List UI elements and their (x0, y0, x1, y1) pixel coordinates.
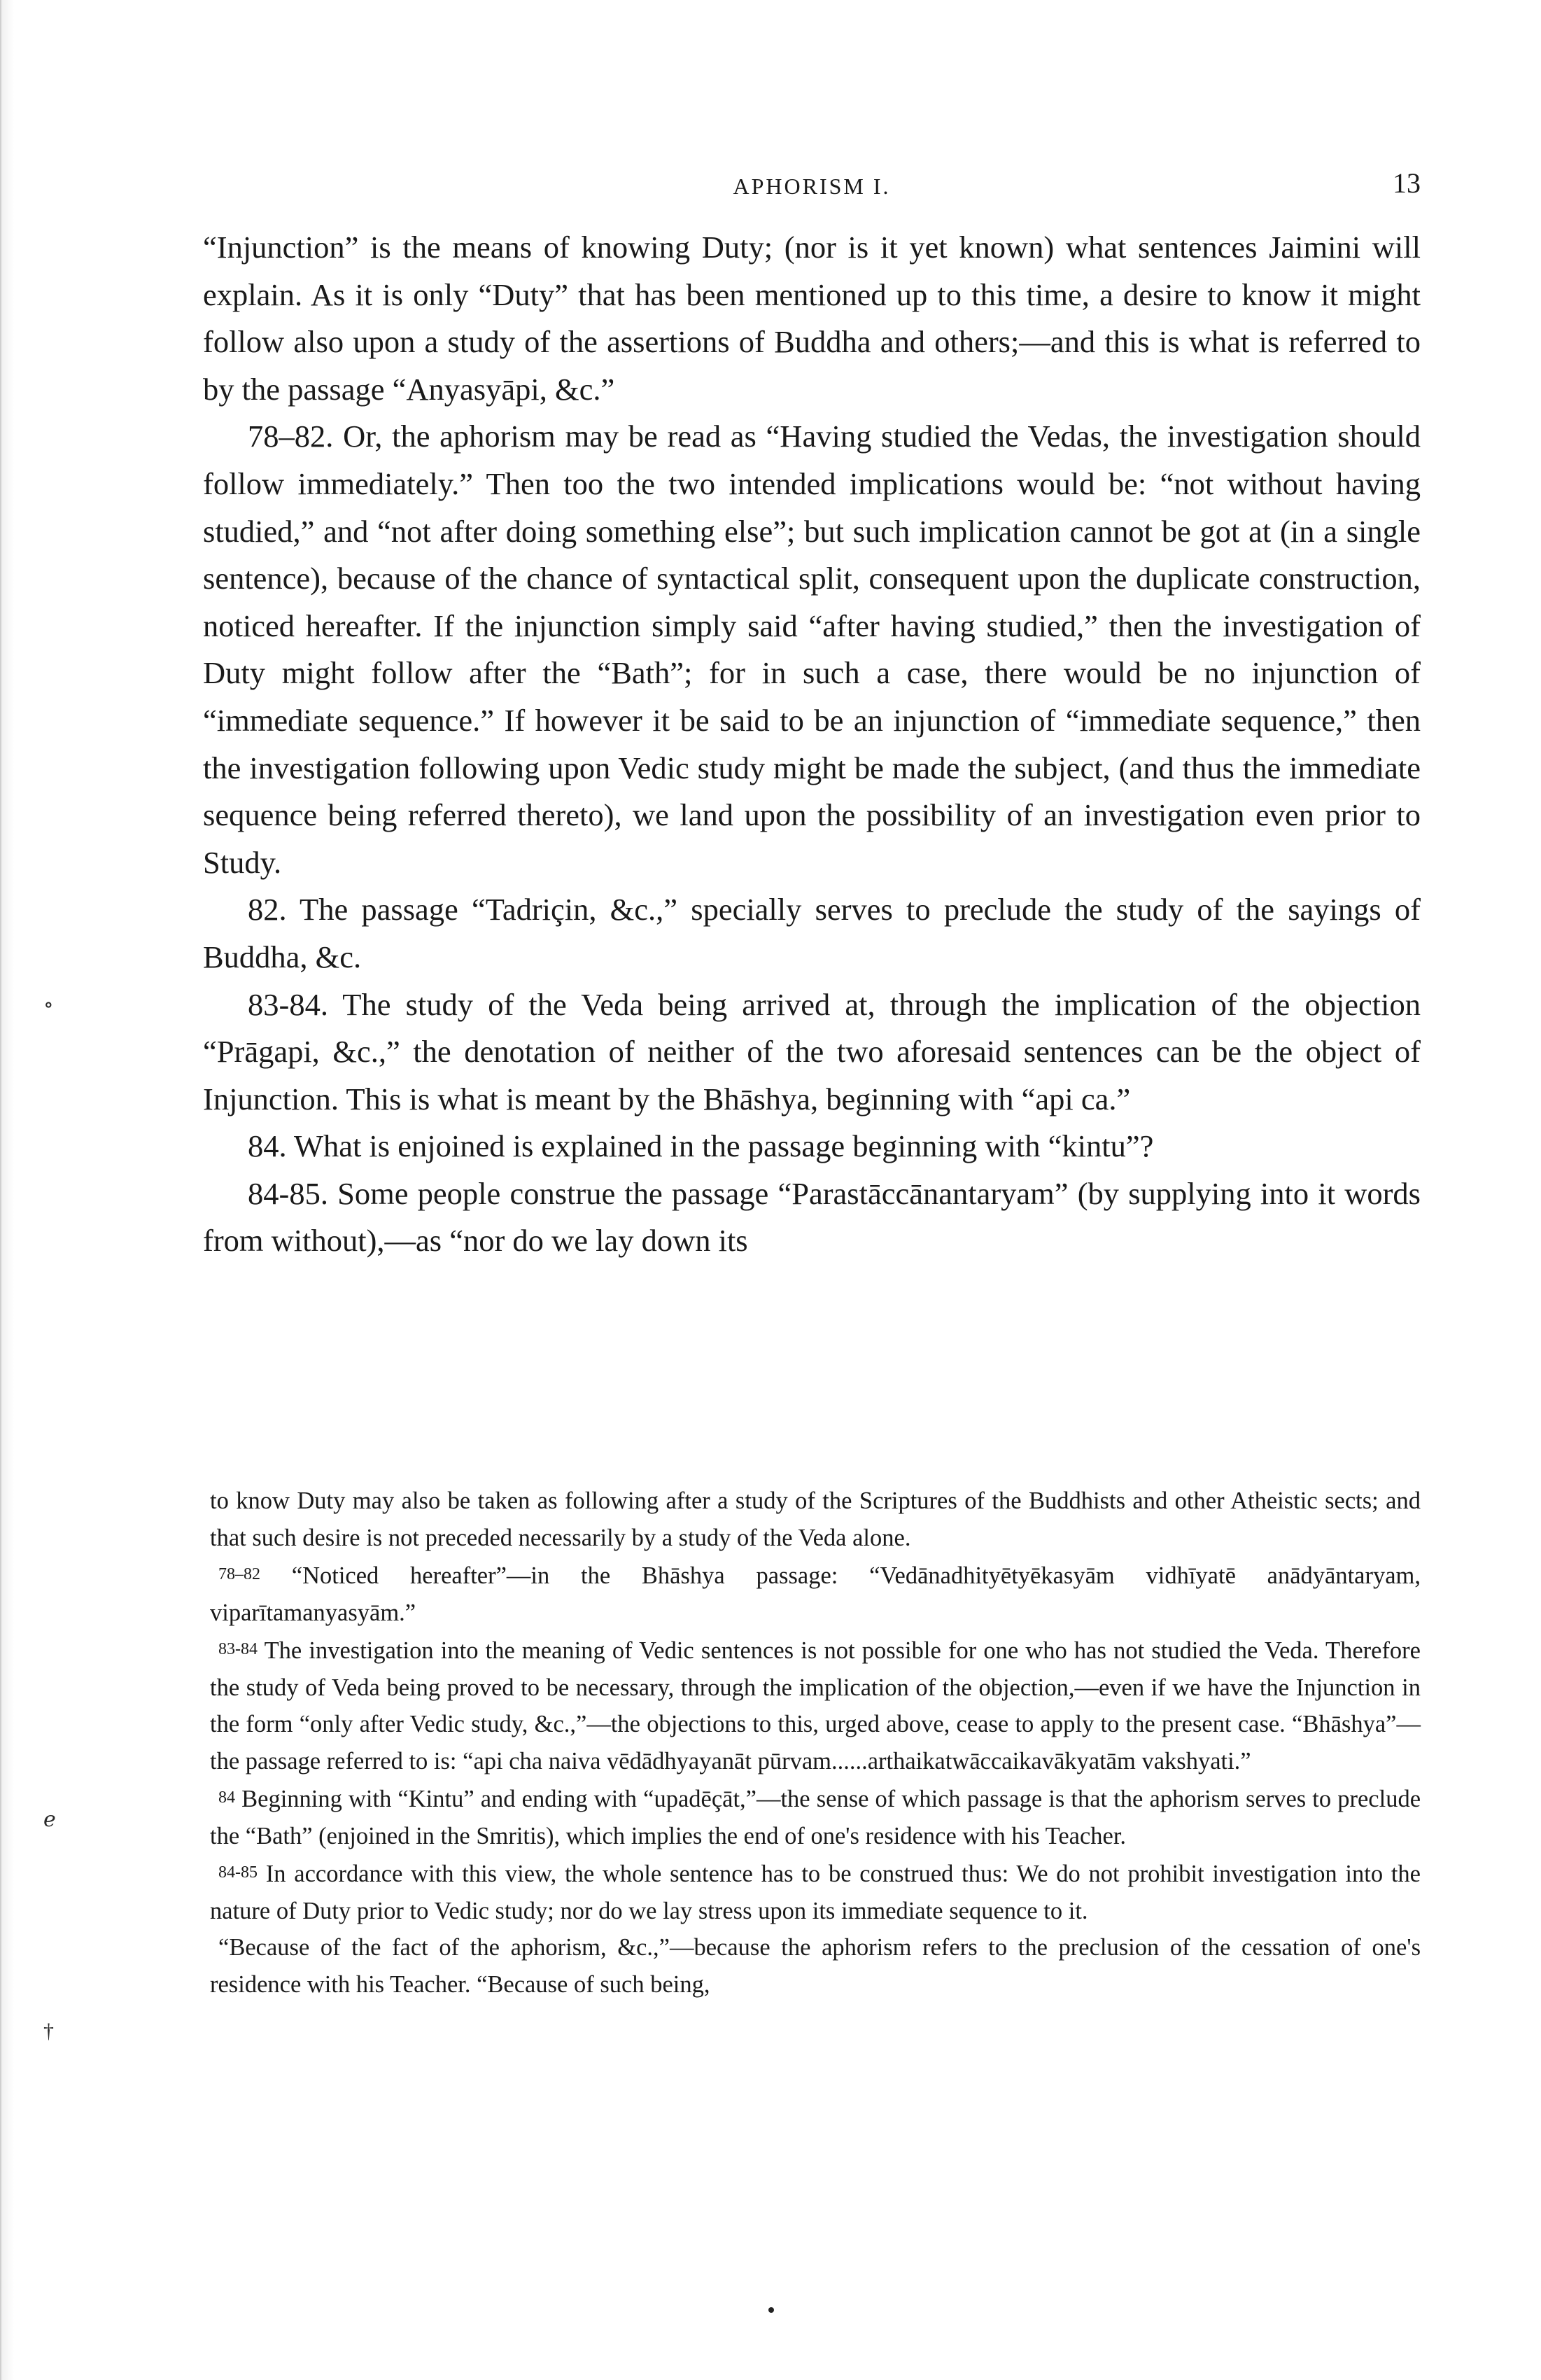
paragraph: 83-84. The study of the Veda being arrived at, through the implication of the objection “Prāgapi, &c.,” the denotation of neither of the two aforesaid sentences can be the object of Injunction. This is what is meant by the Bhāshya, beginning with “api ca.” (203, 986, 1421, 1116)
scan-mark: † (43, 2019, 54, 2043)
running-title: APHORISM I. (733, 174, 891, 199)
footnote-text: The investigation into the meaning of Vedic sentences is not possible for one who has not studied the Veda. Therefore the study of Veda being proved to be necessary, through the implication of the objection,—even if we have the Injunction in the form “only after Vedic study, &c.,”—the objections to this, urged above, cease to apply to the present case. “Bhāshya”—the passage referred to is: “api cha naiva vēdādhyayanāt pūrvam......arthaikatwāccaikavākyatām vakshyati.” (210, 1637, 1421, 1774)
decorative-dot (768, 2307, 774, 2313)
footnote-text: “Because of the fact of the aphorism, &c.,”—because the aphorism refers to the preclusion of the cessation of one's residence with his Teacher. “Because of such being, (210, 1934, 1421, 1998)
footnote (210, 1854, 1421, 1929)
footnote-marker: 83-84 (218, 1640, 258, 1658)
footnote (210, 1631, 1421, 1779)
footnote-marker: 84 (218, 1788, 235, 1807)
page-number: 13 (1393, 167, 1421, 199)
footnote (210, 1483, 1421, 1556)
paragraph: 84-85. Some people construe the passage “Parastāccānantaryam” (by supplying into it words from without),—as “nor do we lay down its (203, 1175, 1421, 1259)
footnotes (210, 1483, 1421, 2003)
paragraph: 84. What is enjoined is explained in the passage beginning with “kintu”? (248, 1128, 1154, 1164)
footnote-text: to know Duty may also be taken as following after a study of the Scriptures of the Buddhists and other Atheistic sects; and that such desire is not preceded necessarily by a study of the Veda alone. (210, 1488, 1421, 1551)
footnote-text: Beginning with “Kintu” and ending with “upadēçāt,”—the sense of which passage is that the aphorism serves to preclude the “Bath” (enjoined in the Smritis), which implies the end of one's residence with his Teacher. (210, 1786, 1421, 1849)
scan-mark: ∘ (43, 993, 54, 1016)
footnote (210, 1556, 1421, 1631)
paragraph: 78–82. Or, the aphorism may be read as “Having studied the Vedas, the investigation should follow immediately.” Then too the two intended implications would be: “not without having studied,” and “not after doing something else”; but such implication cannot be got at (in a single sentence), because of the chance of syntactical split, consequent upon the duplicate construction, noticed hereafter. If the injunction simply said “after having studied,” then the investigation of Duty might follow after the “Bath”; for in such a case, there would be no injunction of “immediate sequence.” If however it be said to be an injunction of “immediate sequence,” then the investigation following upon Vedic study might be made the subject, (and thus the immediate sequence being referred thereto), we land upon the possibility of an investigation even prior to Study. (203, 419, 1421, 880)
footnote (210, 1929, 1421, 2003)
main-text (203, 224, 1421, 1265)
footnote-text: In accordance with this view, the whole sentence has to be construed thus: We do not prohibit investigation into the nature of Duty prior to Vedic study; nor do we lay stress upon its immediate sequence to it. (210, 1861, 1421, 1924)
footnote (210, 1779, 1421, 1854)
paragraph: 82. The passage “Tadriçin, &c.,” specially serves to preclude the study of the sayings of Buddha, &c. (203, 892, 1421, 974)
footnote-marker: 78–82 (218, 1565, 260, 1583)
scan-left-edge (0, 0, 14, 2380)
page-header (203, 167, 1421, 216)
scan-mark: ℯ (43, 1808, 56, 1831)
paragraph: “Injunction” is the means of knowing Duty; (nor is it yet known) what sentences Jaimini will explain. As it is only “Duty” that has been mentioned up to this time, a desire to know it might follow also upon a study of the assertions of Buddha and others;—and this is what is referred to by the passage “Anyasyāpi, &c.” (203, 230, 1421, 407)
footnote-marker: 84-85 (218, 1863, 258, 1882)
footnote-text: “Noticed hereafter”—in the Bhāshya passage: “Vedānadhityētyēkasyām vidhīyatē anādyāntaryam, viparītamanyasyām.” (210, 1562, 1421, 1626)
